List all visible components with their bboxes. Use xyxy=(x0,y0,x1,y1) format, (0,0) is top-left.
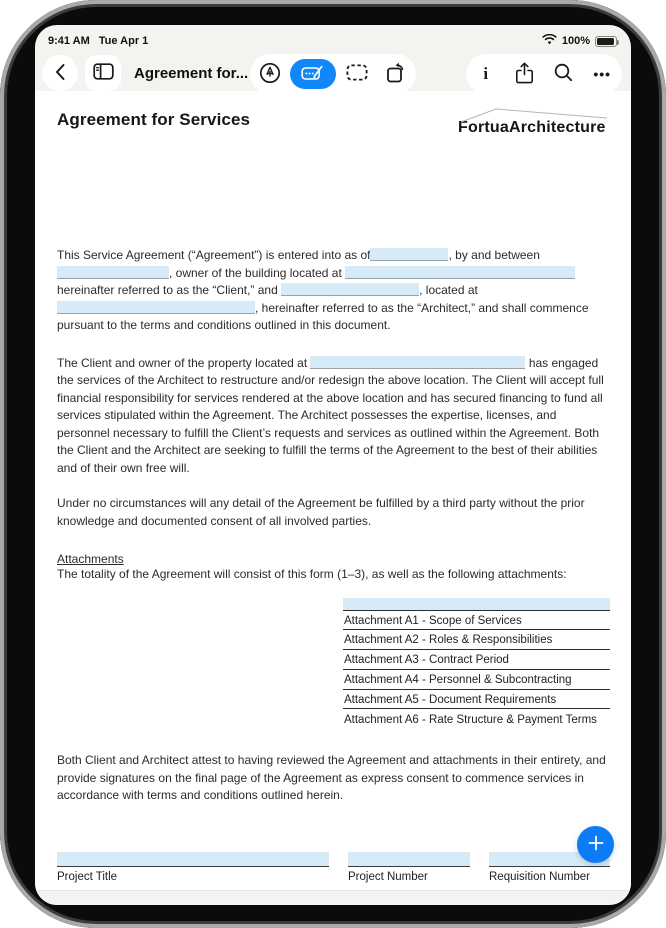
field-label: Requisition Number xyxy=(489,870,590,883)
form-field-highlight[interactable] xyxy=(57,852,329,867)
status-date: Tue Apr 1 xyxy=(98,35,149,47)
info-icon: i xyxy=(483,64,489,83)
pen-tool-icon xyxy=(259,62,281,87)
attachment-row: Attachment A5 - Document Requirements xyxy=(343,690,610,710)
field-label: Project Number xyxy=(348,870,428,883)
form-field-highlight[interactable] xyxy=(310,356,525,369)
search-button[interactable] xyxy=(544,55,582,93)
document-title: Agreement for... xyxy=(134,64,249,82)
markup-tools-pill xyxy=(250,54,416,94)
rotate-page-icon xyxy=(386,62,406,86)
more-button[interactable] xyxy=(583,55,621,93)
add-button[interactable] xyxy=(577,826,614,863)
closing-paragraph: Both Client and Architect attest to having reviewed the Agreement and attachments in their entirety, and provide signatures on the final page of the Agreement as express consent to commence services in accordance with terms and conditions outlined herein. xyxy=(57,753,606,803)
page-bottom-gutter xyxy=(35,890,631,905)
attachment-row: Attachment A1 - Scope of Services xyxy=(343,611,610,631)
field-label: Project Title xyxy=(57,870,118,883)
battery-icon xyxy=(595,36,617,47)
pen-tool-button[interactable] xyxy=(251,55,289,93)
wifi-icon xyxy=(542,34,557,48)
field-project-number xyxy=(348,852,470,883)
form-field-highlight[interactable] xyxy=(345,266,575,279)
back-button[interactable] xyxy=(42,55,78,91)
signature-fields xyxy=(57,852,610,883)
more-icon: ••• xyxy=(593,66,612,82)
paragraph: This Service Agreement (“Agreement”) is entered into as of , by and between , owner of the building located at hereinafter referred to as the “Client,” and , located at , hereinafter referred to as the “Architect,” and shall commence pursuant to the terms and conditions outlined in this document. xyxy=(57,248,589,332)
rotate-tool-button[interactable] xyxy=(377,55,415,93)
company-logo xyxy=(458,103,610,137)
share-icon xyxy=(516,62,533,87)
document-heading: Agreement for Services xyxy=(57,110,251,129)
paragraph: The Client and owner of the property located at has engaged the services of the Architect to restructure and/or redesign the above location. The Client will accept full financial responsibility for services rendered at the above location and has secured financing to fund all services stipulated within the Agreement. The Architect possesses the expertise, licenses, and personnel necessary to fulfill the Client’s requests and services as outlined within the Agreement. Both the Client and the Architect are seeking to fulfill the terms of the Agreement to the best of their abilities and of their own free will. xyxy=(57,355,604,475)
attachment-row: Attachment A3 - Contract Period xyxy=(343,650,610,670)
logo-roof-icon xyxy=(458,103,610,125)
form-field-highlight[interactable] xyxy=(370,248,448,261)
form-field-highlight[interactable] xyxy=(281,283,419,296)
sidebar-button[interactable] xyxy=(85,55,121,91)
attachments-heading: Attachments xyxy=(57,552,124,566)
screen xyxy=(35,25,631,905)
form-fill-tool-button[interactable] xyxy=(290,59,336,89)
attachments-intro: The totality of the Agreement will consist of this form (1–3), as well as the following attachments: xyxy=(57,567,567,581)
info-button[interactable] xyxy=(467,55,505,93)
selection-tool-button[interactable] xyxy=(338,55,376,93)
form-field-highlight[interactable] xyxy=(57,301,255,314)
form-field-highlight[interactable] xyxy=(343,598,610,611)
status-time: 9:41 AM xyxy=(48,35,90,47)
document-body xyxy=(57,247,610,883)
status-time-date xyxy=(48,35,157,47)
form-fill-icon xyxy=(301,64,325,85)
company-logo-text: FortuaArchitecture xyxy=(458,119,606,136)
back-icon xyxy=(54,63,66,84)
status-indicators xyxy=(542,34,617,48)
search-icon xyxy=(554,63,573,85)
battery-percent: 100% xyxy=(561,35,590,47)
plus-icon xyxy=(588,835,604,854)
share-button[interactable] xyxy=(506,55,544,93)
form-field-highlight[interactable] xyxy=(348,852,470,867)
status-bar xyxy=(35,32,631,50)
pdf-page xyxy=(35,91,631,890)
selection-rect-icon xyxy=(346,64,368,84)
field-project-title xyxy=(57,852,329,883)
attachments-table xyxy=(343,598,610,729)
attachment-row: Attachment A6 - Rate Structure & Payment Terms xyxy=(344,713,597,726)
actions-pill xyxy=(466,54,622,94)
attachment-row: Attachment A2 - Roles & Responsibilities xyxy=(343,630,610,650)
toolbar xyxy=(35,55,631,93)
sidebar-icon xyxy=(93,63,114,83)
form-field-highlight[interactable] xyxy=(57,266,169,279)
paragraph: Under no circumstances will any detail of the Agreement be fulfilled by a third party without the prior knowledge and documented consent of all involved parties. xyxy=(57,496,585,528)
attachment-row: Attachment A4 - Personnel & Subcontracting xyxy=(343,670,610,690)
